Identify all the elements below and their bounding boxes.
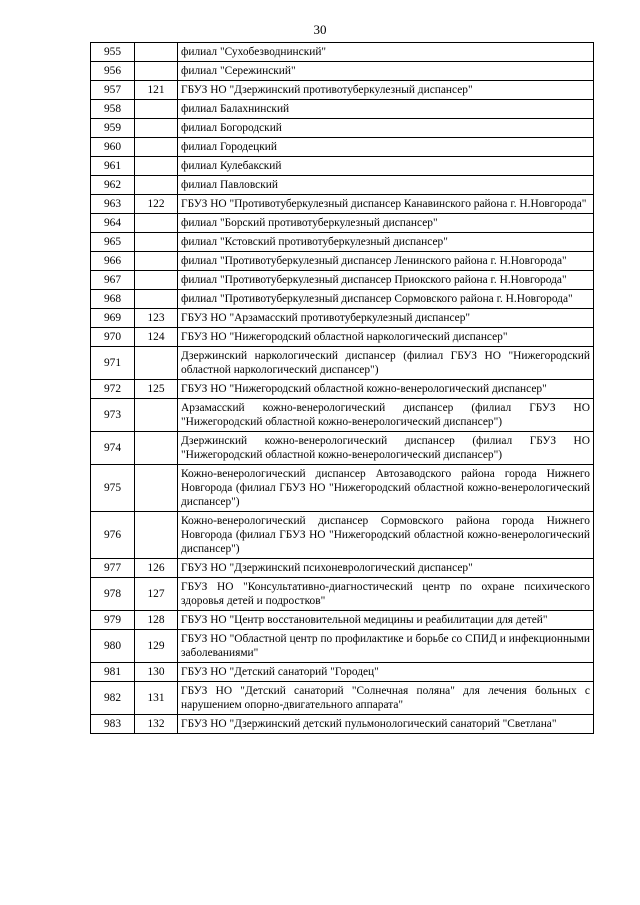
org-name-cell: ГБУЗ НО "Консультативно-диагностический центр по охране психического здоровья детей и подростков" xyxy=(178,578,594,611)
org-number-cell: 126 xyxy=(135,559,178,578)
row-number-cell: 974 xyxy=(91,432,135,465)
org-number-cell xyxy=(135,252,178,271)
row-number-cell: 968 xyxy=(91,290,135,309)
row-number-cell: 967 xyxy=(91,271,135,290)
org-number-cell xyxy=(135,214,178,233)
org-number-cell: 132 xyxy=(135,715,178,734)
row-number-cell: 964 xyxy=(91,214,135,233)
row-number-cell: 971 xyxy=(91,347,135,380)
table-row xyxy=(91,252,594,271)
org-name-cell: ГБУЗ НО "Арзамасский противотуберкулезный диспансер" xyxy=(178,309,594,328)
row-number-cell: 960 xyxy=(91,138,135,157)
table-row xyxy=(91,233,594,252)
table-row xyxy=(91,399,594,432)
table-row xyxy=(91,119,594,138)
table-row xyxy=(91,715,594,734)
org-name-cell: филиал "Сухобезводнинский" xyxy=(178,43,594,62)
org-name-cell: ГБУЗ НО "Областной центр по профилактике и борьбе со СПИД и инфекционными заболеваниями" xyxy=(178,630,594,663)
org-number-cell: 121 xyxy=(135,81,178,100)
org-number-cell: 127 xyxy=(135,578,178,611)
table-row xyxy=(91,611,594,630)
org-number-cell: 130 xyxy=(135,663,178,682)
org-name-cell: филиал "Противотуберкулезный диспансер Ленинского района г. Н.Новгорода" xyxy=(178,252,594,271)
org-number-cell: 123 xyxy=(135,309,178,328)
org-number-cell: 122 xyxy=(135,195,178,214)
org-number-cell xyxy=(135,271,178,290)
table-row xyxy=(91,157,594,176)
org-name-cell: Кожно-венерологический диспансер Автозаводского района города Нижнего Новгорода (филиал ГБУЗ НО "Нижегородский областной кожно-венерологический диспансер") xyxy=(178,465,594,512)
org-number-cell xyxy=(135,465,178,512)
table-row xyxy=(91,43,594,62)
row-number-cell: 975 xyxy=(91,465,135,512)
org-name-cell: филиал "Противотуберкулезный диспансер Приокского района г. Н.Новгорода" xyxy=(178,271,594,290)
org-name-cell: филиал "Кстовский противотуберкулезный диспансер" xyxy=(178,233,594,252)
row-number-cell: 956 xyxy=(91,62,135,81)
org-number-cell: 128 xyxy=(135,611,178,630)
table-row xyxy=(91,512,594,559)
row-number-cell: 973 xyxy=(91,399,135,432)
table-row xyxy=(91,630,594,663)
table-row xyxy=(91,290,594,309)
table-row xyxy=(91,663,594,682)
row-number-cell: 980 xyxy=(91,630,135,663)
org-number-cell xyxy=(135,432,178,465)
org-name-cell: ГБУЗ НО "Противотуберкулезный диспансер Канавинского района г. Н.Новгорода" xyxy=(178,195,594,214)
org-name-cell: ГБУЗ НО "Дзержинский противотуберкулезный диспансер" xyxy=(178,81,594,100)
table-row xyxy=(91,62,594,81)
row-number-cell: 978 xyxy=(91,578,135,611)
row-number-cell: 969 xyxy=(91,309,135,328)
org-number-cell xyxy=(135,100,178,119)
row-number-cell: 958 xyxy=(91,100,135,119)
org-number-cell xyxy=(135,62,178,81)
org-name-cell: филиал Городецкий xyxy=(178,138,594,157)
org-number-cell xyxy=(135,176,178,195)
org-name-cell: филиал "Противотуберкулезный диспансер Сормовского района г. Н.Новгорода" xyxy=(178,290,594,309)
org-number-cell xyxy=(135,347,178,380)
table-row xyxy=(91,578,594,611)
row-number-cell: 970 xyxy=(91,328,135,347)
table-row xyxy=(91,328,594,347)
table-row xyxy=(91,176,594,195)
table-row xyxy=(91,465,594,512)
org-name-cell: филиал "Борский противотуберкулезный диспансер" xyxy=(178,214,594,233)
registry-table xyxy=(90,42,594,734)
org-number-cell: 131 xyxy=(135,682,178,715)
row-number-cell: 959 xyxy=(91,119,135,138)
org-name-cell: ГБУЗ НО "Детский санаторий "Городец" xyxy=(178,663,594,682)
org-number-cell xyxy=(135,399,178,432)
row-number-cell: 961 xyxy=(91,157,135,176)
table-row xyxy=(91,347,594,380)
org-name-cell: филиал Балахнинский xyxy=(178,100,594,119)
row-number-cell: 962 xyxy=(91,176,135,195)
row-number-cell: 957 xyxy=(91,81,135,100)
org-name-cell: Арзамасский кожно-венерологический диспансер (филиал ГБУЗ НО "Нижегородский областной кожно-венерологический диспансер") xyxy=(178,399,594,432)
org-name-cell: ГБУЗ НО "Центр восстановительной медицины и реабилитации для детей" xyxy=(178,611,594,630)
table-row xyxy=(91,432,594,465)
org-name-cell: Кожно-венерологический диспансер Сормовского района города Нижнего Новгорода (филиал ГБУЗ НО "Нижегородский областной кожно-венерологический диспансер") xyxy=(178,512,594,559)
org-number-cell xyxy=(135,157,178,176)
org-name-cell: ГБУЗ НО "Нижегородский областной наркологический диспансер" xyxy=(178,328,594,347)
org-name-cell: филиал Павловский xyxy=(178,176,594,195)
table-row xyxy=(91,214,594,233)
row-number-cell: 976 xyxy=(91,512,135,559)
org-name-cell: Дзержинский наркологический диспансер (филиал ГБУЗ НО "Нижегородский областной наркологический диспансер") xyxy=(178,347,594,380)
org-name-cell: Дзержинский кожно-венерологический диспансер (филиал ГБУЗ НО "Нижегородский областной кожно-венерологический диспансер") xyxy=(178,432,594,465)
table-row xyxy=(91,195,594,214)
org-number-cell: 129 xyxy=(135,630,178,663)
org-number-cell: 125 xyxy=(135,380,178,399)
org-name-cell: ГБУЗ НО "Дзержинский детский пульмонологический санаторий "Светлана" xyxy=(178,715,594,734)
table-row xyxy=(91,559,594,578)
row-number-cell: 955 xyxy=(91,43,135,62)
row-number-cell: 979 xyxy=(91,611,135,630)
org-number-cell xyxy=(135,512,178,559)
row-number-cell: 965 xyxy=(91,233,135,252)
table-row xyxy=(91,309,594,328)
org-name-cell: ГБУЗ НО "Дзержинский психоневрологический диспансер" xyxy=(178,559,594,578)
row-number-cell: 981 xyxy=(91,663,135,682)
page-number: 30 xyxy=(313,22,327,37)
org-name-cell: ГБУЗ НО "Нижегородский областной кожно-венерологический диспансер" xyxy=(178,380,594,399)
table-row xyxy=(91,380,594,399)
row-number-cell: 982 xyxy=(91,682,135,715)
table-row xyxy=(91,138,594,157)
org-name-cell: филиал Богородский xyxy=(178,119,594,138)
table-row xyxy=(91,682,594,715)
table-row xyxy=(91,100,594,119)
org-name-cell: филиал Кулебакский xyxy=(178,157,594,176)
org-number-cell xyxy=(135,290,178,309)
org-number-cell xyxy=(135,233,178,252)
org-number-cell xyxy=(135,119,178,138)
row-number-cell: 977 xyxy=(91,559,135,578)
org-number-cell xyxy=(135,138,178,157)
row-number-cell: 972 xyxy=(91,380,135,399)
registry-table-body xyxy=(91,43,594,734)
table-row xyxy=(91,81,594,100)
row-number-cell: 963 xyxy=(91,195,135,214)
org-number-cell: 124 xyxy=(135,328,178,347)
org-name-cell: филиал "Сережинский" xyxy=(178,62,594,81)
row-number-cell: 966 xyxy=(91,252,135,271)
org-name-cell: ГБУЗ НО "Детский санаторий "Солнечная поляна" для лечения больных с нарушением опорно-двигательного аппарата" xyxy=(178,682,594,715)
org-number-cell xyxy=(135,43,178,62)
table-row xyxy=(91,271,594,290)
row-number-cell: 983 xyxy=(91,715,135,734)
